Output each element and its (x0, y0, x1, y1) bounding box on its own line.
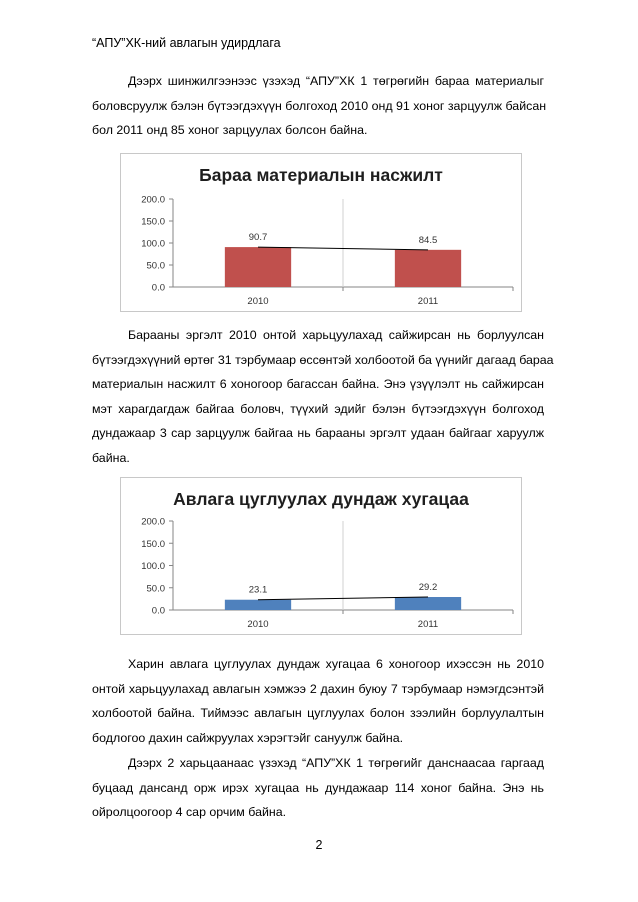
chart-title: Бараа материалын насжилт (199, 165, 443, 185)
paragraph-2 (92, 323, 554, 471)
bar-2010 (225, 247, 291, 287)
paragraph-line: Барааны эргэлт 2010 онтой харьцуулахад сайжирсан нь борлуулсан (128, 328, 544, 342)
y-tick-label: 100.0 (141, 561, 165, 572)
y-tick-label: 50.0 (146, 583, 165, 595)
paragraph-line: ойролцоогоор 4 сар орчим байна. (92, 805, 287, 820)
paragraph-line: бодлогоо дахин сайжруулах хэрэгтэйг сануулж байна. (92, 730, 404, 745)
x-tick-label: 2011 (417, 296, 439, 307)
y-tick-label: 200.0 (141, 516, 165, 528)
page-number: 2 (315, 838, 323, 852)
paragraph-line: буцаад дансанд орж ирэх хугацаа нь дундажаар 114 хоног байна. Энэ нь (92, 780, 544, 795)
x-tick-label: 2010 (247, 296, 269, 307)
paragraph-1 (92, 69, 547, 143)
paragraph-line: бүтээгдэхүүний өртөг 31 тэрбумаар өссөнтэй холбоотой ба үүнийг дагаад бараа (92, 352, 554, 367)
data-label: 84.5 (418, 234, 438, 246)
x-tick-label: 2011 (417, 619, 439, 630)
chart-plot (121, 154, 521, 311)
inventory-age-chart (120, 153, 522, 312)
paragraph-line: онтой харьцуулахад авлагын хэмжээ 2 дахин буюу 7 тэрбумаар нэмэгдсэнтэй (92, 681, 544, 696)
y-tick-label: 150.0 (141, 538, 165, 550)
chart-plot (121, 478, 521, 634)
bar-2010 (225, 600, 291, 610)
paragraph-line: байна. (92, 450, 130, 465)
paragraph-line: Харин авлага цуглуулах дундаж хугацаа 6 хоногоор ихэссэн нь 2010 (128, 657, 544, 671)
paragraph-line: Дээрх шинжилгээнээс үзэхэд “АПУ”ХК 1 төгрөгийн бараа материалыг (128, 74, 544, 88)
y-tick-label: 150.0 (141, 216, 165, 228)
paragraph-line: Дээрх 2 харьцаанаас үзэхэд “АПУ”ХК 1 төгрөгийг данснаасаа гаргаад (128, 756, 544, 770)
paragraph-line: материалын насжилт 6 хоногоор багассан байна. Энэ үзүүлэлт нь сайжирсан (92, 377, 544, 392)
y-tick-label: 0.0 (151, 282, 165, 294)
bar-2011 (395, 250, 461, 287)
paragraph-line: боловсруулж бэлэн бүтээгдэхүүн болгоход 2010 онд 91 хоног зарцуулж байсан (92, 98, 547, 113)
paragraph-line: мэт харагдагдаж байгаа боловч, түүхий эдийг бэлэн бүтээгдэхүүн болгоход (92, 401, 544, 416)
y-tick-label: 0.0 (151, 605, 165, 617)
y-tick-label: 200.0 (141, 194, 165, 206)
data-label: 90.7 (248, 232, 268, 244)
paragraph-line: бол 2011 онд 85 хоног зарцуулах болсон байна. (92, 123, 368, 138)
y-tick-label: 100.0 (141, 238, 165, 250)
receivables-collection-chart (120, 477, 522, 635)
running-header: “АПУ”ХК-ний авлагын удирдлага (92, 36, 281, 50)
bar-2011 (395, 597, 461, 610)
y-tick-label: 50.0 (146, 260, 165, 272)
paragraph-3 (92, 652, 544, 750)
x-tick-label: 2010 (247, 619, 269, 630)
paragraph-4 (92, 751, 544, 825)
paragraph-line: дундажаар 3 сар зарцуулж байгаа нь барааны эргэлт удаан байгааг харуулж (92, 426, 544, 441)
data-label: 29.2 (418, 582, 438, 594)
paragraph-line: холбоотой байна. Тиймээс авлагын цуглуулах болон зээлийн борлуулалтын (92, 706, 544, 721)
chart-title: Авлага цуглуулах дундаж хугацаа (173, 489, 469, 509)
data-label: 23.1 (248, 584, 268, 596)
